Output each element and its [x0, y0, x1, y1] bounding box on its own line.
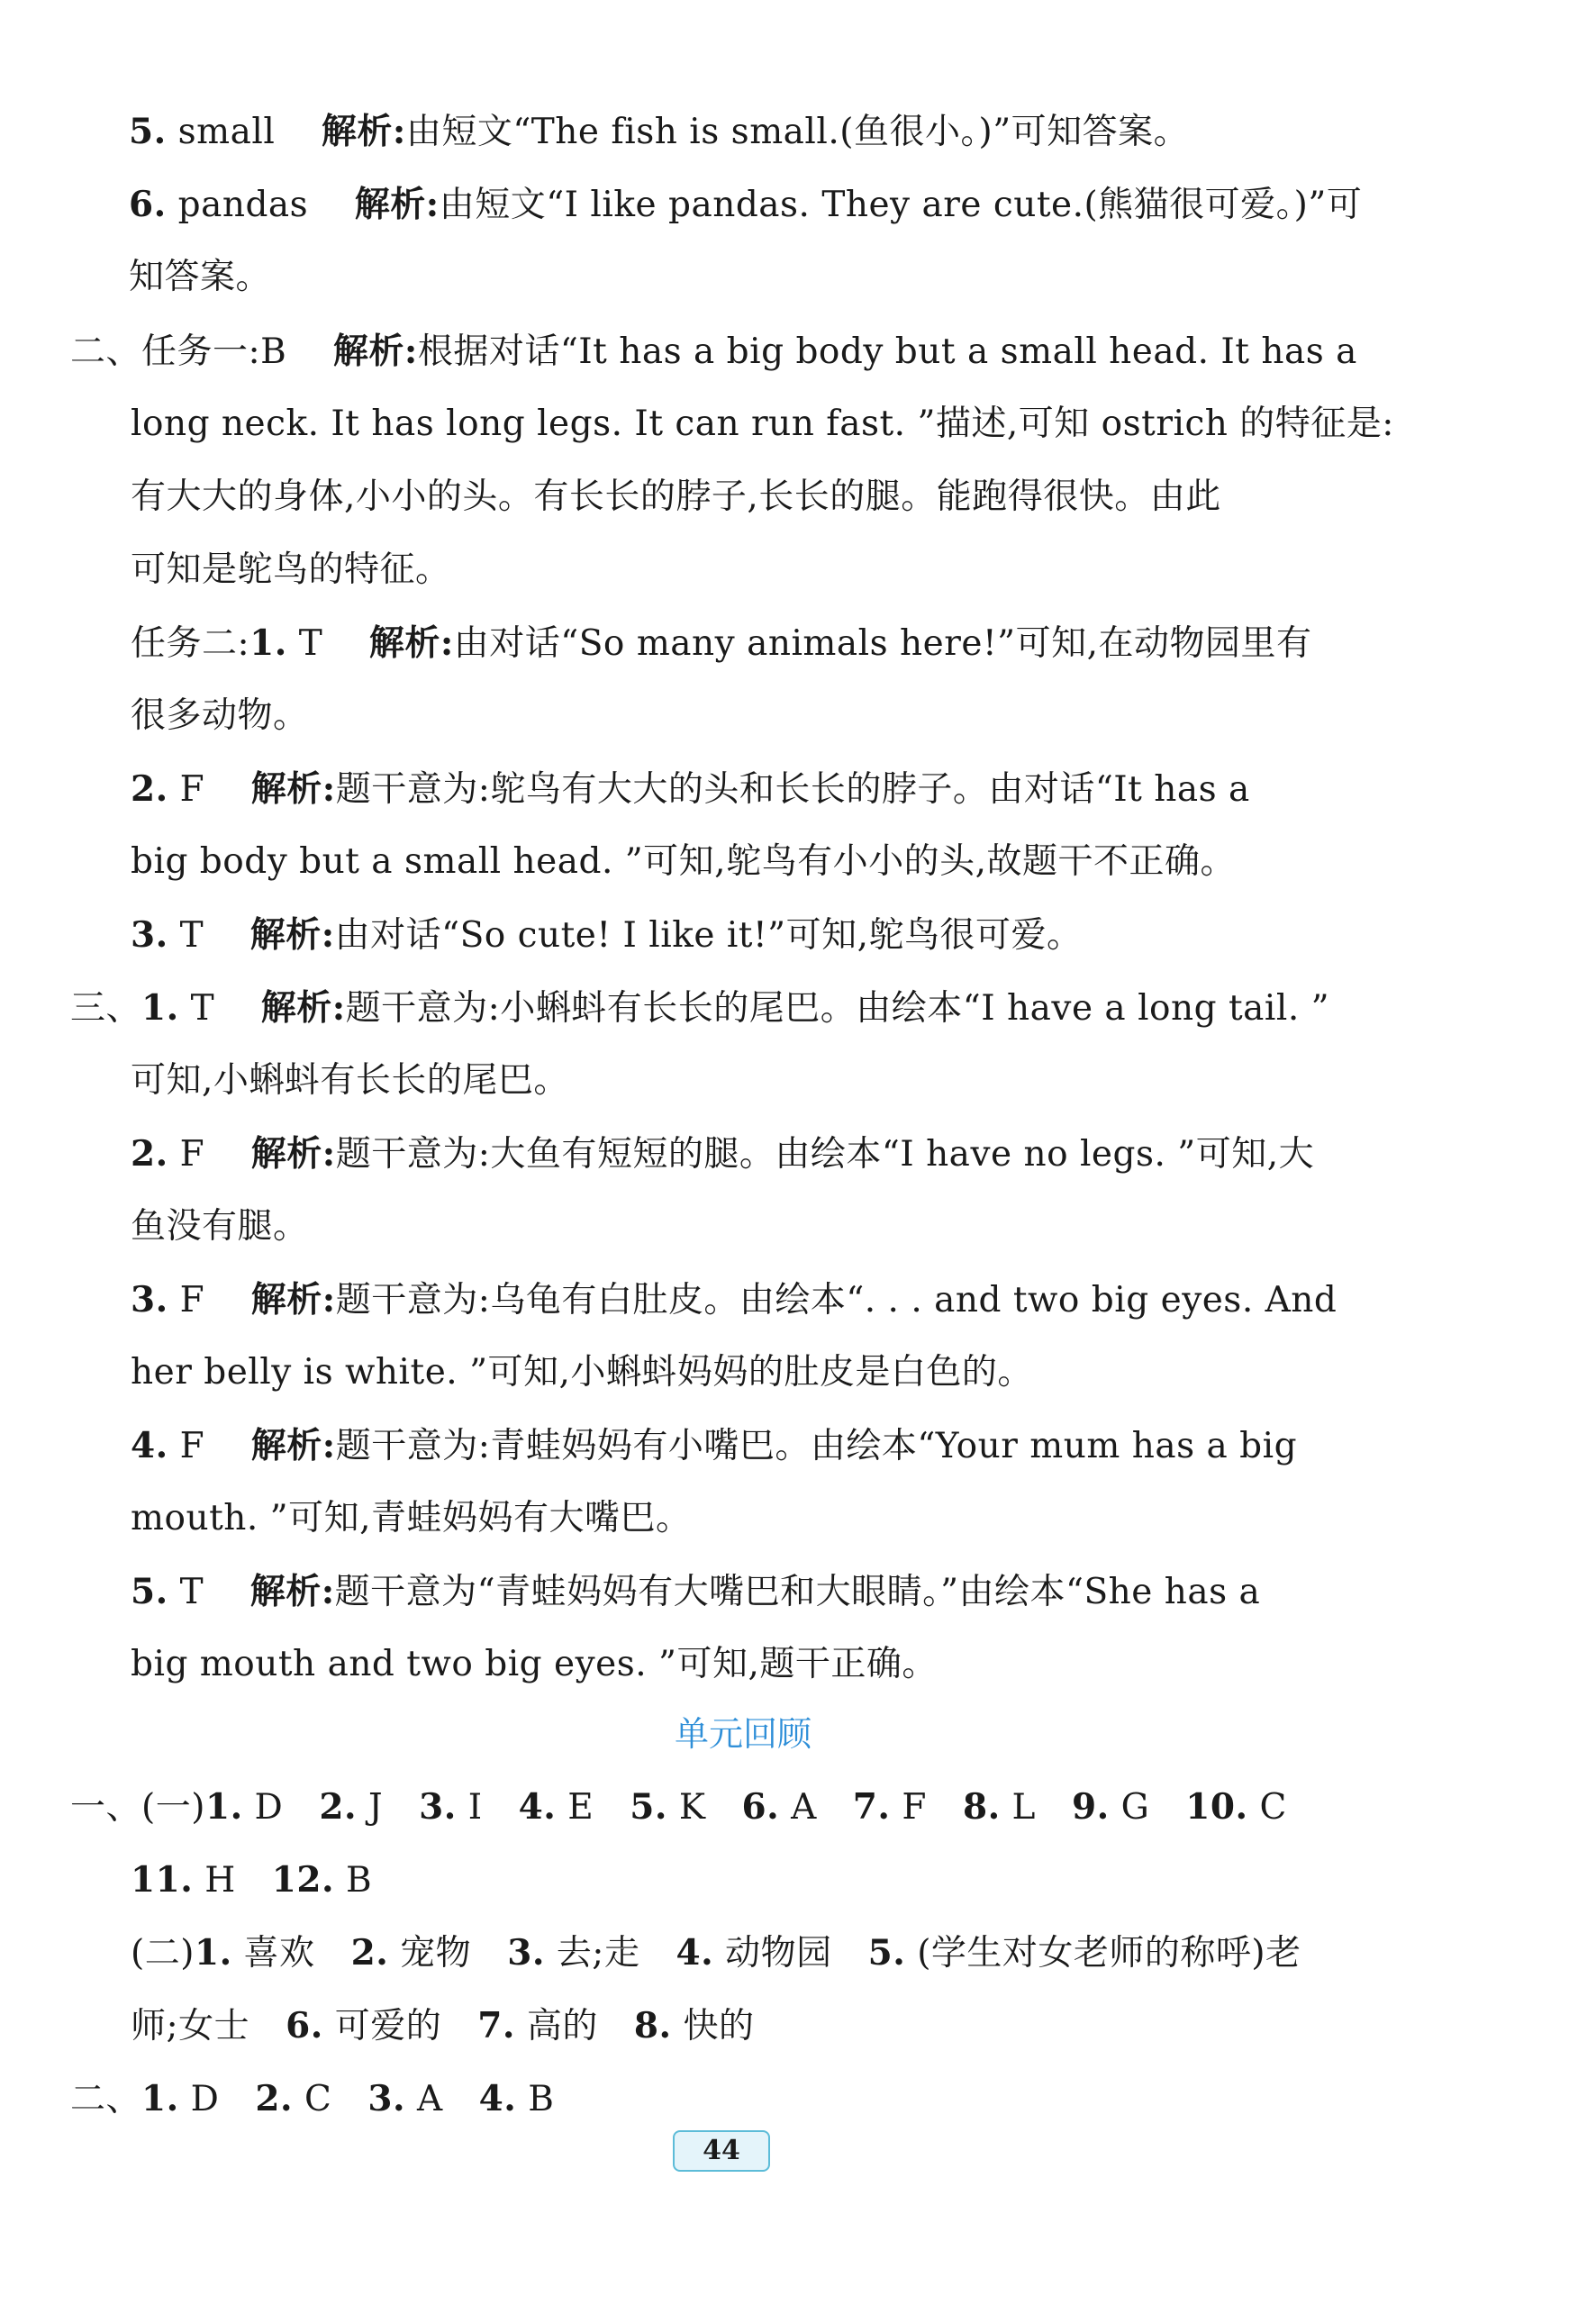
answer-item	[319, 1787, 383, 1828]
section-heading: 单元回顾	[674, 1714, 812, 1754]
answer: F	[890, 1787, 927, 1828]
review-part1-row2	[131, 1853, 408, 1908]
answer: T	[178, 988, 215, 1029]
answer-item	[419, 1787, 483, 1828]
analysis-text: big body but a small head. ”可知,鸵鸟有小小的头,故题干不正确。	[131, 841, 1236, 882]
analysis-label: 解析:	[249, 1571, 335, 1612]
answer: D	[178, 2079, 220, 2119]
task-two-line-1	[131, 616, 1311, 671]
answer: C	[293, 2079, 332, 2119]
task-one-line	[70, 324, 1357, 379]
analysis-text: mouth. ”可知,青蛙妈妈有大嘴巴。	[131, 1498, 692, 1538]
analysis-text: 鱼没有腿。	[131, 1206, 309, 1247]
answer-item	[131, 1860, 236, 1901]
answer: K	[667, 1787, 706, 1828]
answer-item	[963, 1787, 1036, 1828]
answer-list	[195, 1933, 1338, 1974]
answer: small	[166, 112, 276, 152]
analysis-continuation	[131, 543, 451, 597]
analysis-text: long neck. It has long legs. It can run fast. ”描述,可知 ostrich 的特征是:	[131, 404, 1394, 444]
question-number: 9.	[1071, 1786, 1110, 1828]
answer-item	[634, 2006, 755, 2046]
analysis-label: 解析:	[260, 987, 346, 1029]
analysis-label: 解析:	[250, 1133, 336, 1175]
question-number: 1.	[194, 1932, 232, 1974]
answer: F	[168, 1426, 205, 1466]
answer-item	[195, 1933, 315, 1974]
answer: pandas	[166, 185, 309, 225]
question-number: 5.	[131, 1571, 168, 1612]
analysis-text: 由对话“So cute! I like it!”可知,鸵鸟很可爱。	[334, 915, 1083, 956]
analysis-label: 解析:	[321, 111, 406, 152]
answer: B	[260, 331, 287, 372]
part-three-line-5	[131, 1565, 1260, 1620]
answer: E	[556, 1787, 594, 1828]
question-number: 3.	[507, 1932, 545, 1974]
analysis-text: 很多动物。	[131, 695, 309, 736]
page-number: 44	[673, 2130, 770, 2172]
analysis-text: her belly is white. ”可知,小蝌蚪妈妈的肚皮是白色的。	[131, 1352, 1033, 1393]
analysis-text: 题干意为:乌龟有白肚皮。由绘本“. . . and two big eyes. And	[335, 1280, 1338, 1320]
answer-item	[676, 1933, 831, 1974]
section-prefix: 二、任务一:	[70, 331, 261, 372]
analysis-continuation	[129, 250, 271, 304]
analysis-text: 题干意为:鸵鸟有大大的头和长长的脖子。由对话“It has a	[335, 769, 1250, 810]
answer: B	[516, 2079, 555, 2119]
answer: 可爱的	[322, 2006, 442, 2046]
analysis-label: 解析:	[368, 622, 454, 664]
question-number: 2.	[131, 768, 168, 810]
answer-item	[519, 1787, 594, 1828]
question-number: 8.	[962, 1786, 1001, 1828]
answer: A	[405, 2079, 443, 2119]
review-part1-row1	[70, 1780, 1323, 1835]
question-number: 6.	[129, 184, 167, 225]
task-two-line-2	[131, 762, 1250, 817]
question-number: 11.	[131, 1859, 194, 1901]
part-three-line-4	[131, 1419, 1297, 1474]
answer-list	[286, 2006, 790, 2046]
answer-item	[479, 2079, 555, 2119]
answer: F	[168, 1280, 205, 1320]
question-number: 2.	[131, 1133, 168, 1175]
answer-item	[255, 2079, 331, 2119]
answer-item	[853, 1787, 927, 1828]
section-prefix: 三、	[70, 988, 142, 1029]
question-number: 4.	[478, 2078, 517, 2119]
question-number: 10.	[1185, 1786, 1248, 1828]
analysis-continuation	[131, 1492, 692, 1546]
review-part2-row1	[131, 1926, 1338, 1981]
part-three-line-1	[70, 981, 1329, 1036]
answer-list	[205, 1787, 1323, 1828]
answer: C	[1247, 1787, 1287, 1828]
answer: 动物园	[713, 1933, 832, 1974]
part-three-line-2	[131, 1127, 1314, 1182]
answer-item	[1185, 1787, 1287, 1828]
question-number: 6.	[741, 1786, 780, 1828]
question-number: 5.	[867, 1932, 906, 1974]
task-two-line-3	[131, 908, 1082, 963]
answer-item	[351, 1933, 472, 1974]
answer: J	[357, 1787, 384, 1828]
question-number: 1.	[249, 622, 287, 664]
answer: T	[168, 915, 204, 956]
section-prefix: 二、	[70, 2079, 142, 2119]
question-number: 5.	[630, 1786, 667, 1828]
answer: G	[1109, 1787, 1150, 1828]
section-prefix: 任务二:	[131, 623, 250, 664]
analysis-text: 有大大的身体,小小的头。有长长的脖子,长长的腿。能跑得很快。由此	[131, 476, 1221, 517]
question-number: 3.	[419, 1786, 457, 1828]
part-three-line-3	[131, 1273, 1337, 1328]
analysis-label: 解析:	[250, 1279, 336, 1320]
question-number: 4.	[676, 1932, 714, 1974]
analysis-continuation	[131, 1638, 938, 1692]
analysis-label: 解析:	[332, 331, 418, 372]
answer-item	[205, 1787, 283, 1828]
answer: B	[334, 1860, 373, 1901]
analysis-continuation	[131, 397, 1394, 451]
answer-item	[286, 2006, 441, 2046]
question-number: 8.	[633, 2005, 672, 2046]
answer: I	[456, 1787, 483, 1828]
answer: 喜欢	[231, 1933, 315, 1974]
analysis-text: 题干意为:小蝌蚪有长长的尾巴。由绘本“I have a long tail. ”	[345, 988, 1330, 1029]
answer: H	[193, 1860, 236, 1901]
answer-item	[630, 1787, 705, 1828]
answer: T	[168, 1572, 204, 1612]
analysis-continuation	[131, 689, 309, 743]
question-number: 2.	[350, 1932, 389, 1974]
analysis-text: 由短文“I like pandas. They are cute.(熊猫很可爱。)”可	[439, 185, 1363, 225]
answer-item	[868, 1933, 1301, 1974]
question-number: 1.	[141, 987, 179, 1029]
question-number: 1.	[204, 1786, 243, 1828]
answer-line-5-small	[129, 104, 1189, 159]
question-number: 12.	[271, 1859, 335, 1901]
section-prefix: (二)	[131, 1933, 195, 1974]
answer: D	[242, 1787, 284, 1828]
question-number: 5.	[129, 111, 167, 152]
answer: L	[1000, 1787, 1036, 1828]
question-number: 3.	[131, 914, 168, 956]
analysis-text: 根据对话“It has a big body but a small head. It has a	[417, 331, 1357, 372]
answer: (学生对女老师的称呼)老	[905, 1933, 1301, 1974]
analysis-text: 题干意为“青蛙妈妈有大嘴巴和大眼睛。”由绘本“She has a	[334, 1572, 1261, 1612]
analysis-continuation	[131, 1346, 1033, 1400]
analysis-label: 解析:	[354, 184, 440, 225]
analysis-continuation	[131, 470, 1221, 524]
question-number: 4.	[131, 1425, 168, 1466]
question-number: 4.	[518, 1786, 557, 1828]
question-number: 7.	[852, 1786, 891, 1828]
analysis-label: 解析:	[250, 768, 336, 810]
analysis-label: 解析:	[249, 914, 335, 956]
answer-item	[507, 1933, 639, 1974]
answer-item	[367, 2079, 442, 2119]
analysis-continuation	[131, 1200, 309, 1254]
analysis-text: 可知是鸵鸟的特征。	[131, 549, 451, 590]
answer-item	[1072, 1787, 1149, 1828]
analysis-continuation	[131, 835, 1236, 889]
analysis-text: 知答案。	[129, 257, 272, 297]
answer: 快的	[671, 2006, 755, 2046]
analysis-text: 题干意为:青蛙妈妈有小嘴巴。由绘本“Your mum has a big	[335, 1426, 1298, 1466]
question-number: 2.	[255, 2078, 294, 2119]
analysis-label: 解析:	[250, 1425, 336, 1466]
answer: T	[286, 623, 323, 664]
question-number: 2.	[319, 1786, 358, 1828]
question-number: 3.	[367, 2078, 406, 2119]
analysis-text: 由短文“The fish is small.(鱼很小。)”可知答案。	[405, 112, 1190, 152]
answer-continuation: 师;女士	[131, 2006, 250, 2046]
answer-list	[141, 2079, 590, 2119]
answer-item	[477, 2006, 598, 2046]
question-number: 7.	[477, 2005, 515, 2046]
question-number: 3.	[131, 1279, 168, 1320]
answer: A	[779, 1787, 817, 1828]
question-number: 6.	[286, 2005, 323, 2046]
answer: F	[168, 769, 205, 810]
section-prefix: 一、(一)	[70, 1787, 205, 1828]
answer: 去;走	[544, 1933, 640, 1974]
answer: F	[168, 1134, 205, 1175]
review-part3-row	[70, 2072, 590, 2127]
analysis-text: 由对话“So many animals here!”可知,在动物园里有	[453, 623, 1312, 664]
answer: 高的	[514, 2006, 598, 2046]
answer-line-6-pandas	[129, 177, 1362, 232]
answer-item	[272, 1860, 372, 1901]
analysis-text: 题干意为:大鱼有短短的腿。由绘本“I have no legs. ”可知,大	[335, 1134, 1315, 1175]
analysis-continuation	[131, 1054, 569, 1108]
answer-list	[131, 1860, 408, 1901]
question-number: 1.	[141, 2078, 179, 2119]
review-part2-row2	[131, 1999, 791, 2054]
analysis-text: 可知,小蝌蚪有长长的尾巴。	[131, 1060, 569, 1101]
answer: 宠物	[388, 1933, 472, 1974]
answer-item	[141, 2079, 219, 2119]
analysis-text: big mouth and two big eyes. ”可知,题干正确。	[131, 1644, 938, 1684]
answer-item	[741, 1787, 816, 1828]
